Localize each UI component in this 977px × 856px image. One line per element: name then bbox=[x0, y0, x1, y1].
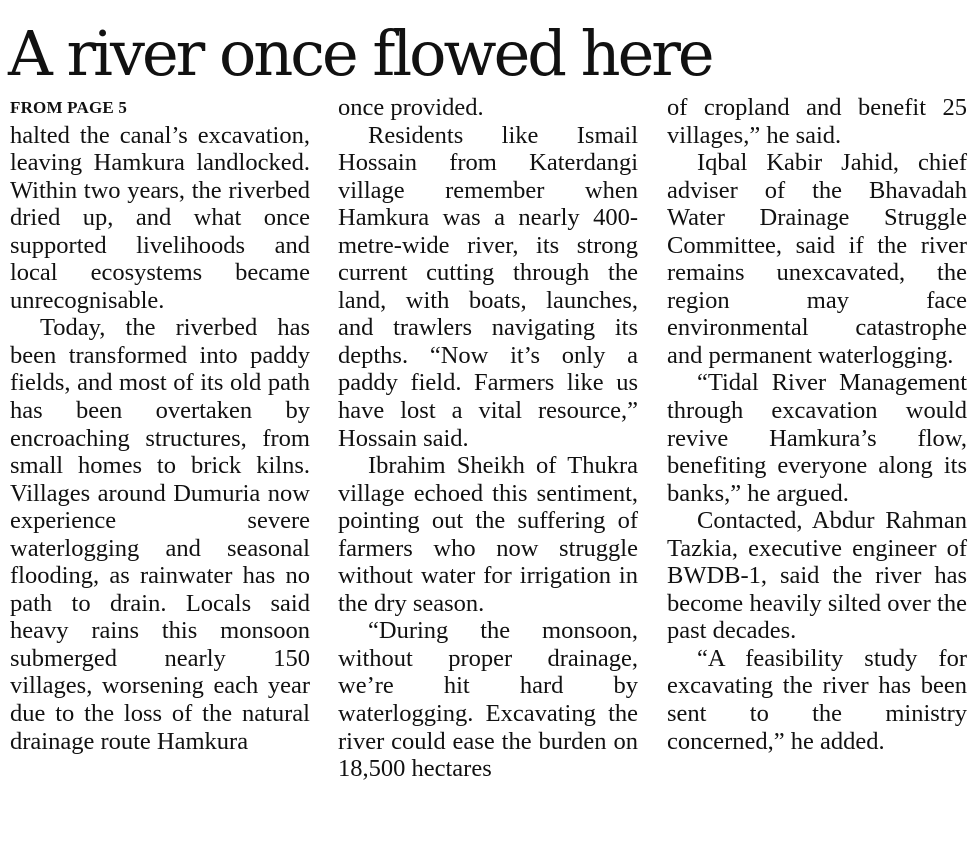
headline: A river once flowed here bbox=[8, 17, 712, 90]
paragraph: of cropland and benefit 25 villages,” he said. bbox=[667, 94, 967, 149]
paragraph: “Tidal River Management through excavation would revive Hamkura’s flow, benefiting everyone along its banks,” he argued. bbox=[667, 369, 967, 507]
article-column-1 bbox=[10, 94, 310, 755]
paragraph: “During the monsoon, without proper drainage, we’re hit hard by waterlogging. Excavating the river could ease the burden on 18,500 hectares bbox=[338, 617, 638, 783]
paragraph: Ibrahim Sheikh of Thukra village echoed this sentiment, pointing out the suffering of farmers who now struggle without water for irrigation in the dry season. bbox=[338, 452, 638, 617]
kicker-from-page: FROM PAGE 5 bbox=[10, 98, 128, 117]
paragraph: Iqbal Kabir Jahid, chief adviser of the Bhavadah Water Drainage Struggle Committee, said if the river remains unexcavated, the region may face environmental catastrophe and permanent waterlogging. bbox=[667, 149, 967, 369]
paragraph: once provided. bbox=[338, 94, 484, 121]
article-column-3 bbox=[667, 94, 967, 755]
paragraph: Residents like Ismail Hossain from Katerdangi village remember when Hamkura was a nearly 400-metre-wide river, its strong current cutting through the land, with boats, launches, and trawlers navigating its depths. “Now it’s only a paddy field. Farmers like us have lost a vital resource,” Hossain said. bbox=[338, 121, 638, 452]
paragraph: halted the canal’s excavation, leaving Hamkura landlocked. Within two years, the riverbed dried up, and what once supported livelihoods and local ecosystems became unrecognisable. bbox=[10, 121, 310, 314]
paragraph: Today, the riverbed has been transformed into paddy fields, and most of its old path has been overtaken by encroaching structures, from small homes to brick kilns. Villages around Dumuria now experience severe waterlogging and seasonal flooding, as rainwater has no path to drain. Locals said heavy rains this monsoon submerged nearly 150 villages, worsening each year due to the loss of the natural drainage route Hamkura bbox=[10, 314, 310, 755]
article-column-2 bbox=[338, 94, 638, 783]
paragraph: Contacted, Abdur Rahman Tazkia, executive engineer of BWDB-1, said the river has become heavily silted over the past decades. bbox=[667, 507, 967, 645]
paragraph: “A feasibility study for excavating the river has been sent to the ministry concerned,” he added. bbox=[667, 644, 967, 755]
